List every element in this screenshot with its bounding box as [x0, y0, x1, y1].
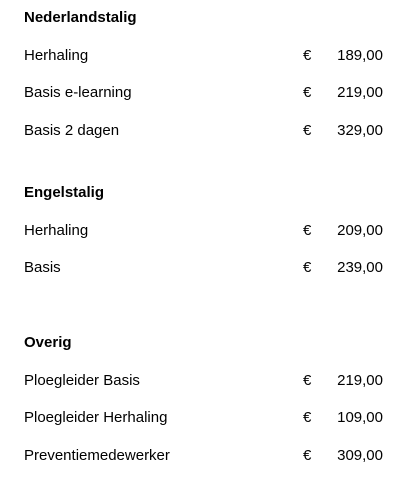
item-label: Preventiemedewerker [24, 447, 170, 464]
item-price: 189,00 [337, 47, 383, 64]
currency-symbol: € [303, 122, 312, 139]
price-row [0, 409, 418, 429]
item-label: Basis e-learning [24, 84, 132, 101]
item-price: 219,00 [337, 372, 383, 389]
price-row [0, 447, 418, 467]
item-label: Basis 2 dagen [24, 122, 120, 139]
currency-symbol: € [303, 447, 312, 464]
section-heading-overig: Overig [24, 334, 72, 351]
price-row [0, 47, 418, 67]
section-heading-engelstalig: Engelstalig [24, 184, 105, 201]
price-row [0, 84, 418, 104]
currency-symbol: € [303, 372, 312, 389]
item-price: 209,00 [337, 222, 383, 239]
currency-symbol: € [303, 47, 312, 64]
item-price: 329,00 [337, 122, 383, 139]
item-price: 309,00 [337, 447, 383, 464]
item-label: Herhaling [24, 47, 89, 64]
item-price: 239,00 [337, 259, 383, 276]
currency-symbol: € [303, 222, 312, 239]
item-price: 109,00 [337, 409, 383, 426]
price-row [0, 259, 418, 279]
item-label: Ploegleider Basis [24, 372, 140, 389]
price-row [0, 372, 418, 392]
item-label: Basis [24, 259, 61, 276]
price-row [0, 122, 418, 142]
section-heading-nederlandstalig: Nederlandstalig [24, 9, 137, 26]
item-label: Ploegleider Herhaling [24, 409, 168, 426]
item-label: Herhaling [24, 222, 89, 239]
currency-symbol: € [303, 409, 312, 426]
item-price: 219,00 [337, 84, 383, 101]
currency-symbol: € [303, 84, 312, 101]
currency-symbol: € [303, 259, 312, 276]
price-row [0, 222, 418, 242]
